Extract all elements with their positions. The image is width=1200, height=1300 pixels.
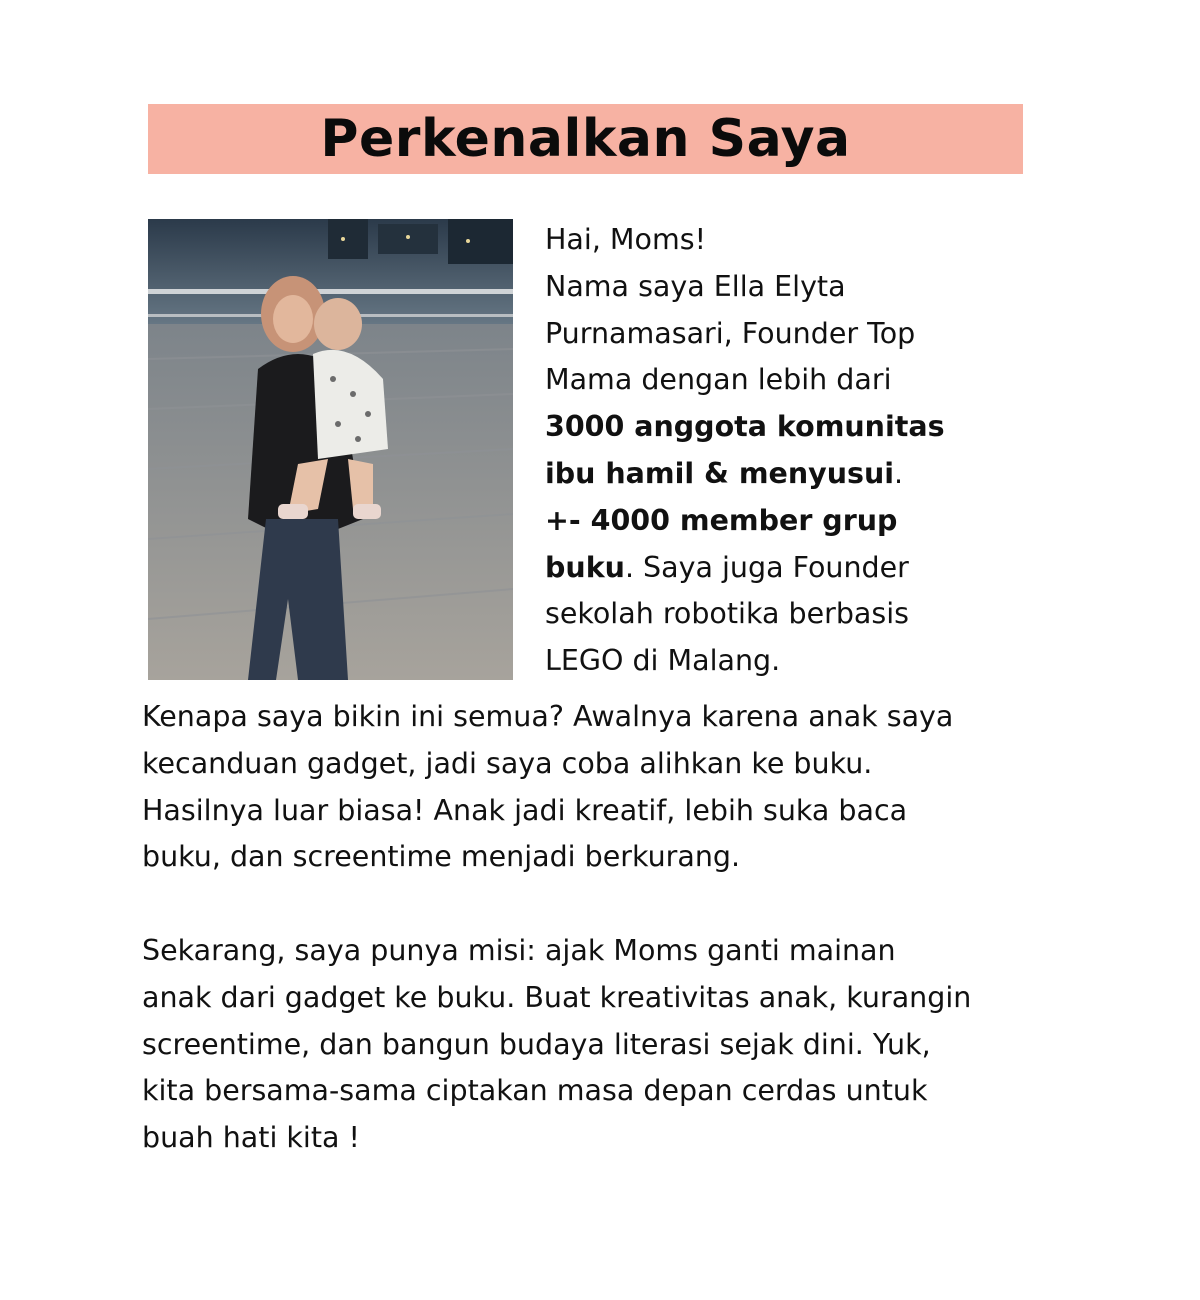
community-type: ibu hamil & menyusui bbox=[545, 456, 895, 490]
intro-line: Hai, Moms! bbox=[545, 223, 706, 256]
paragraph-line: anak dari gadget ke buku. Buat kreativitas anak, kurangin bbox=[142, 980, 972, 1014]
paragraph-line: Sekarang, saya punya misi: ajak Moms ganti mainan bbox=[142, 934, 896, 967]
intro-line bbox=[545, 545, 995, 592]
intro-line-bold bbox=[545, 498, 995, 545]
intro-line: LEGO di Malang. bbox=[545, 644, 781, 678]
paragraph-line: kecanduan gadget, jadi saya coba alihkan ke buku. bbox=[142, 746, 873, 780]
intro-line: Nama saya Ella Elyta bbox=[545, 269, 846, 303]
paragraph-line: Hasilnya luar biasa! Anak jadi kreatif, lebih suka baca bbox=[142, 793, 908, 827]
intro-line: Purnamasari, Founder Top bbox=[545, 316, 916, 350]
paragraph-why bbox=[142, 694, 1102, 881]
profile-photo bbox=[148, 219, 513, 680]
intro-line: sekolah robotika berbasis bbox=[545, 597, 910, 631]
paragraph-line: kita bersama-sama ciptakan masa depan cerdas untuk bbox=[142, 1074, 928, 1108]
intro-text bbox=[545, 217, 995, 685]
community-count: 3000 anggota komunitas bbox=[545, 410, 945, 444]
intro-line bbox=[545, 451, 995, 498]
intro-continuation: . Saya juga Founder bbox=[624, 550, 909, 584]
intro-punct: . bbox=[894, 456, 904, 490]
intro-line: Mama dengan lebih dari bbox=[545, 363, 892, 397]
paragraph-line: buah hati kita ! bbox=[142, 1121, 360, 1155]
paragraph-mission bbox=[142, 928, 1102, 1162]
book-group-word: buku bbox=[545, 550, 625, 584]
book-group-count: +- 4000 member grup bbox=[545, 503, 898, 537]
paragraph-line: screentime, dan bangun budaya literasi sejak dini. Yuk, bbox=[142, 1027, 931, 1061]
page-title: Perkenalkan Saya bbox=[320, 109, 851, 169]
paragraph-line: Kenapa saya bikin ini semua? Awalnya karena anak saya bbox=[142, 700, 954, 733]
intro-line-bold bbox=[545, 404, 995, 451]
paragraph-line: buku, dan screentime menjadi berkurang. bbox=[142, 840, 741, 874]
title-banner bbox=[148, 104, 1023, 174]
